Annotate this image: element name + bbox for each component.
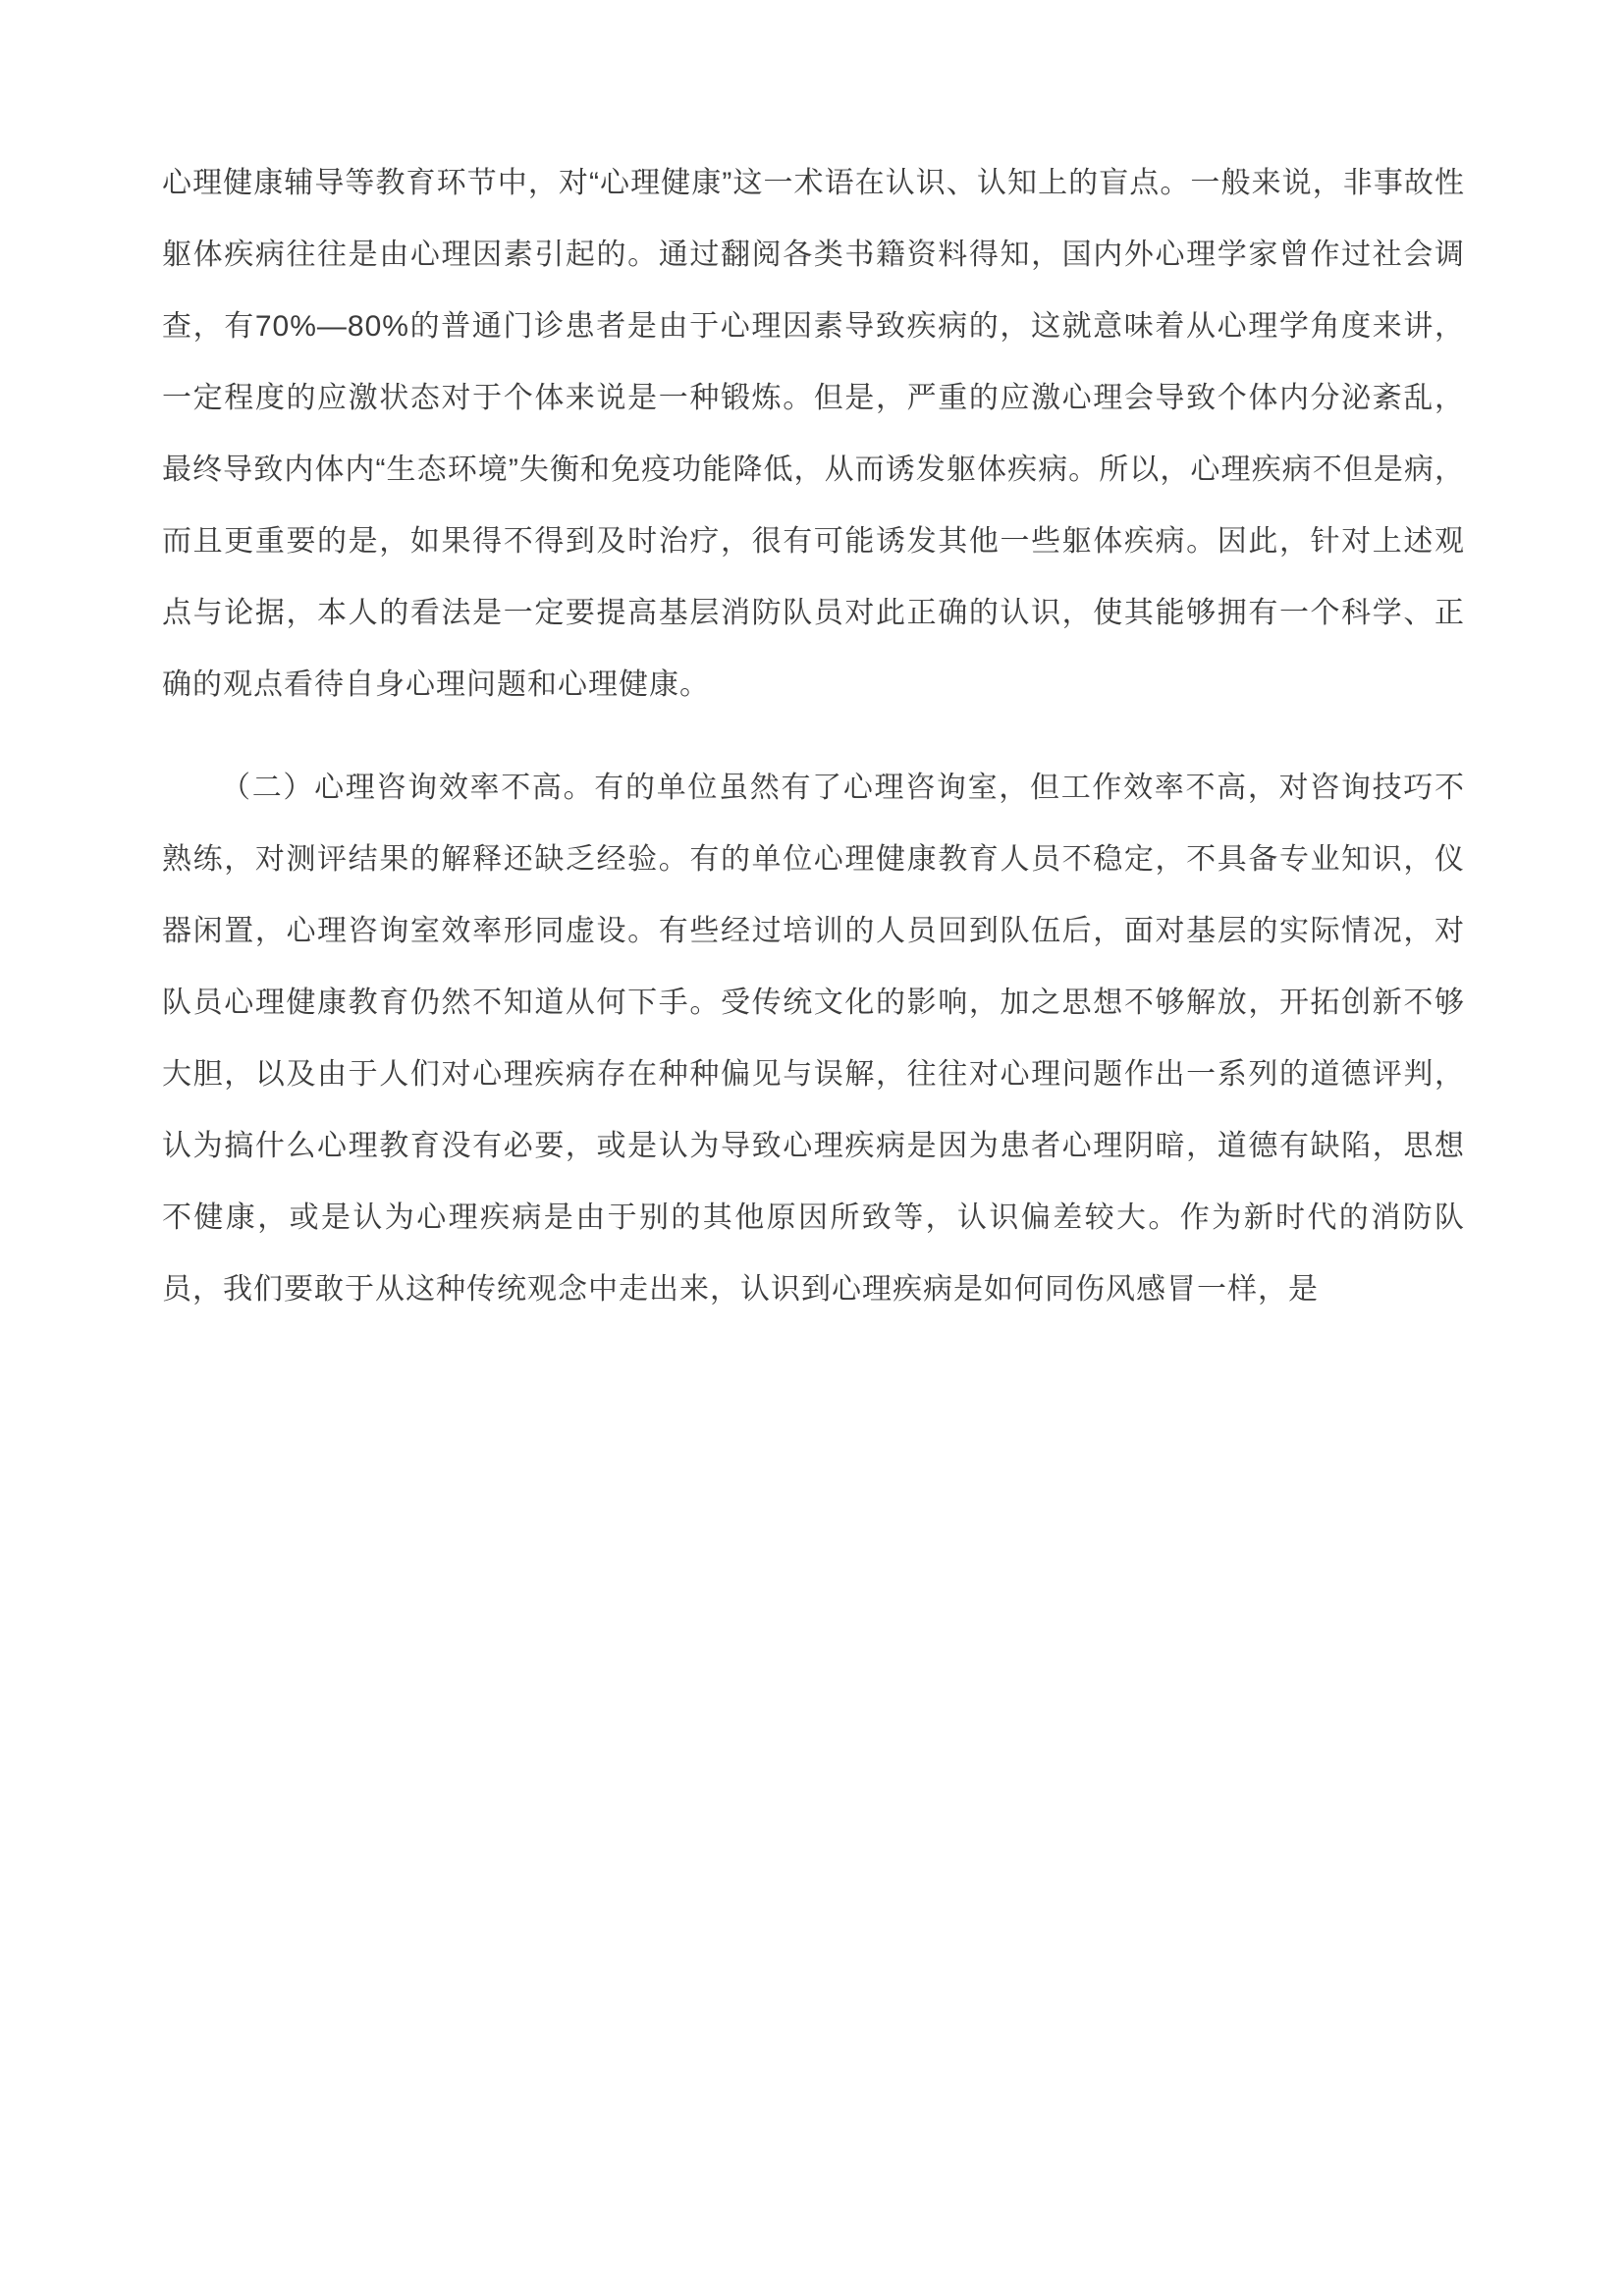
document-body — [162, 147, 1465, 1325]
paragraph-psych-health-awareness: 心理健康辅导等教育环节中，对“心理健康”这一术语在认识、认知上的盲点。一般来说，非事故性躯体疾病往往是由心理因素引起的。通过翻阅各类书籍资料得知，国内外心理学家曾作过社会调查，有70%—80%的普通门诊患者是由于心理因素导致疾病的，这就意味着从心理学角度来讲，一定程度的应激状态对于个体来说是一种锻炼。但是，严重的应激心理会导致个体内分泌紊乱，最终导致内体内“生态环境”失衡和免疫功能降低，从而诱发躯体疾病。所以，心理疾病不但是病，而且更重要的是，如果得不得到及时治疗，很有可能诱发其他一些躯体疾病。因此，针对上述观点与论据，本人的看法是一定要提高基层消防队员对此正确的认识，使其能够拥有一个科学、正确的观点看待自身心理问题和心理健康。 — [162, 167, 1465, 701]
paragraph-counseling-efficiency: （二）心理咨询效率不高。有的单位虽然有了心理咨询室，但工作效率不高，对咨询技巧不熟练，对测评结果的解释还缺乏经验。有的单位心理健康教育人员不稳定，不具备专业知识，仪器闲置，心理咨询室效率形同虚设。有些经过培训的人员回到队伍后，面对基层的实际情况，对队员心理健康教育仍然不知道从何下手。受传统文化的影响，加之思想不够解放，开拓创新不够大胆，以及由于人们对心理疾病存在种种偏见与误解，往往对心理问题作出一系列的道德评判，认为搞什么心理教育没有必要，或是认为导致心理疾病是因为患者心理阴暗，道德有缺陷，思想不健康，或是认为心理疾病是由于别的其他原因所致等，认识偏差较大。作为新时代的消防队员，我们要敢于从这种传统观念中走出来，认识到心理疾病是如何同伤风感冒一样，是 — [162, 772, 1465, 1306]
